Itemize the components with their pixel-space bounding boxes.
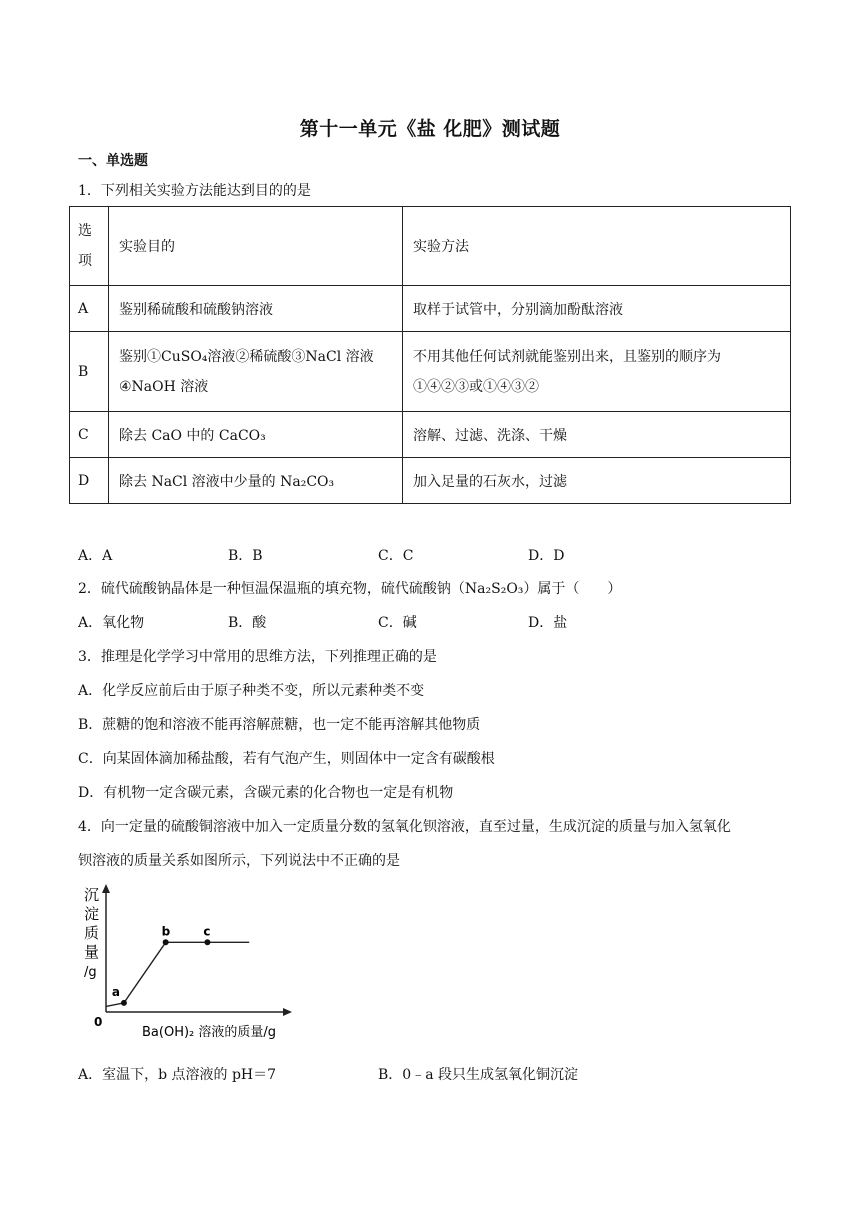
option-c[interactable]: C．碱 [378, 615, 417, 631]
row-method: 溶解、过滤、洗涤、干燥 [403, 412, 791, 458]
option-c[interactable]: C．C [378, 548, 414, 564]
row-purpose-line1: 鉴别①CuSO₄溶液②稀硫酸③NaCl 溶液 [119, 348, 374, 365]
q3-option-d[interactable]: D．有机物一定含碳元素，含碳元素的化合物也一定是有机物 [78, 785, 454, 801]
row-purpose: 鉴别稀硫酸和硫酸钠溶液 [109, 286, 403, 332]
option-b[interactable]: B．0﹣a 段只生成氢氧化铜沉淀 [378, 1067, 578, 1083]
page-title: 第十一单元《盐 化肥》测试题 [299, 118, 561, 140]
row-purpose: 除去 NaCl 溶液中少量的 Na₂CO₃ [109, 458, 403, 504]
origin-label: 0 [94, 1015, 103, 1029]
option-b[interactable]: B．B [228, 548, 263, 564]
q3-option-c[interactable]: C．向某固体滴加稀盐酸，若有气泡产生，则固体中一定含有碳酸根 [78, 751, 495, 767]
point-label-c: c [203, 924, 211, 939]
point-b [163, 939, 169, 945]
chart-marks [106, 924, 249, 1006]
table-row [70, 286, 791, 332]
y-axis-label-char: 沉 [84, 886, 100, 904]
table-row [70, 332, 791, 412]
q1-table [69, 206, 791, 504]
y-axis-label-char: 量 [84, 943, 100, 961]
option-b[interactable]: B．酸 [228, 615, 267, 631]
point-c [204, 939, 210, 945]
header-option-line1: 选 [78, 223, 92, 239]
q1-stem: 1．下列相关实验方法能达到目的的是 [78, 183, 311, 199]
option-a[interactable]: A．室温下，b 点溶液的 pH＝7 [78, 1067, 277, 1083]
x-axis-arrow [283, 1008, 292, 1016]
option-d[interactable]: D．盐 [528, 615, 568, 631]
row-purpose [109, 332, 403, 412]
series-line [106, 942, 249, 1006]
table-row [70, 412, 791, 458]
q3-option-b[interactable]: B．蔗糖的饱和溶液不能再溶解蔗糖，也一定不能再溶解其他物质 [78, 717, 481, 733]
option-a[interactable]: A．氧化物 [78, 615, 145, 631]
row-purpose: 除去 CaO 中的 CaCO₃ [109, 412, 403, 458]
row-key: A [70, 286, 109, 332]
y-axis-label-char: 质 [84, 924, 100, 942]
header-option-line2: 项 [78, 253, 92, 269]
chart-axes [94, 884, 292, 1029]
option-d[interactable]: D．D [528, 548, 565, 564]
header-option-cell [70, 207, 109, 286]
point-label-b: b [161, 924, 171, 939]
row-key: D [70, 458, 109, 504]
row-method: 加入足量的石灰水，过滤 [403, 458, 791, 504]
y-axis-arrow [102, 884, 110, 893]
table-row [70, 458, 791, 504]
row-purpose-line2: ④NaOH 溶液 [119, 378, 209, 395]
header-purpose-cell: 实验目的 [109, 207, 403, 286]
point-label-a: a [111, 984, 121, 999]
table-header-row [70, 207, 791, 286]
row-method: 取样于试管中，分别滴加酚酞溶液 [403, 286, 791, 332]
q4-stem-line1: 4．向一定量的硫酸铜溶液中加入一定质量分数的氢氧化钡溶液，直至过量，生成沉淀的质量与加入氢氧化 [78, 819, 731, 835]
row-key: B [70, 332, 109, 412]
y-axis-label-char: 淀 [84, 905, 100, 923]
q3-stem: 3．推理是化学学习中常用的思维方法，下列推理正确的是 [78, 649, 437, 665]
q2-stem: 2．硫代硫酸钠晶体是一种恒温保温瓶的填充物，硫代硫酸钠（Na₂S₂O₃）属于（ ） [78, 581, 622, 597]
row-method [403, 332, 791, 412]
header-method-cell: 实验方法 [403, 207, 791, 286]
q4-stem-line2: 钡溶液的质量关系如图所示，下列说法中不正确的是 [78, 853, 400, 869]
row-method-line2: ①④②③或①④③② [413, 378, 539, 395]
q3-option-a[interactable]: A．化学反应前后由于原子种类不变，所以元素种类不变 [78, 683, 425, 699]
row-key: C [70, 412, 109, 458]
y-axis-label [84, 886, 99, 980]
row-method-line1: 不用其他任何试剂就能鉴别出来，且鉴别的顺序为 [413, 348, 721, 365]
section-heading: 一、单选题 [78, 153, 148, 169]
y-axis-label-unit: /g [84, 965, 97, 980]
point-a [121, 1000, 127, 1006]
option-a[interactable]: A．A [78, 548, 113, 564]
q4-chart [80, 880, 310, 1045]
x-axis-label: Ba(OH)₂ 溶液的质量/g [142, 1025, 277, 1040]
